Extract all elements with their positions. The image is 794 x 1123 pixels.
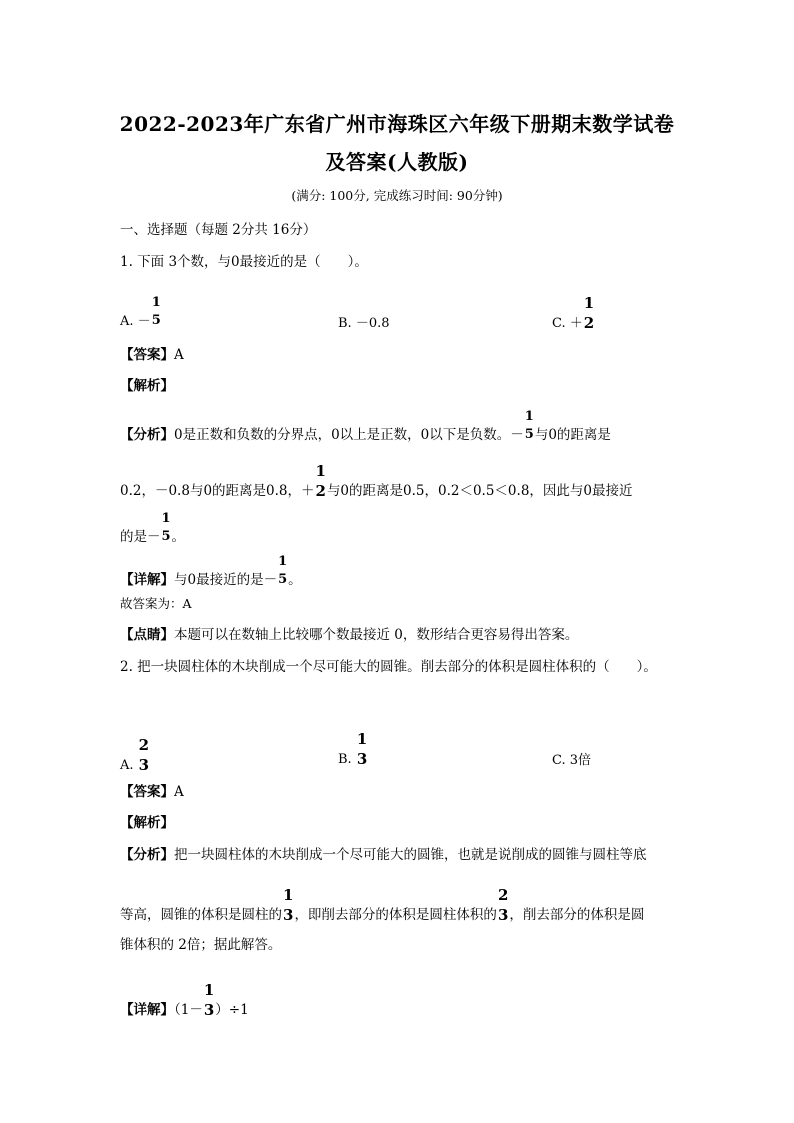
q1-fenxi-line3: 的是－ 1 5 。 <box>120 511 186 545</box>
fraction-one-third: 1 3 <box>356 730 368 768</box>
q2-option-c-label: C. <box>552 753 566 768</box>
q2-answer <box>120 780 184 800</box>
fraction-one-fifth: 1 5 <box>161 511 171 544</box>
detail-tag: 【详解】 <box>120 572 174 588</box>
fraction-one-third: 1 3 <box>283 886 294 924</box>
q2-detail: 【详解】（1－ 1 3 ）÷1 <box>120 981 249 1019</box>
q2-option-c <box>552 749 591 768</box>
answer-value: A <box>174 347 184 363</box>
fraction-one-third: 1 3 <box>203 981 215 1019</box>
q1-detail: 【详解】与0最接近的是－ 1 5 。 <box>120 554 302 588</box>
q1-option-b-label: B. <box>338 316 352 331</box>
q2-option-b <box>338 730 368 777</box>
q1-fenxi-line2: 0.2，－0.8与0的距离是0.8，＋ 1 2 与0的距离是0.5，0.2＜0.5＜0.8，因此与0最接近 <box>120 462 633 500</box>
section-heading: 一、选择题（每题 2分共 16分） <box>120 222 317 238</box>
answer-value: A <box>174 784 184 800</box>
exam-info: (满分: 100分, 完成练习时间: 90分钟) <box>291 188 503 203</box>
q1-option-c <box>552 294 595 341</box>
q2-fenxi-line3: 锥体积的 2倍；据此解答。 <box>120 937 282 953</box>
q1-option-a <box>120 295 162 337</box>
q1-conclusion: 故答案为：A <box>120 596 192 611</box>
question-2: 2. 把一块圆柱体的木块削成一个尽可能大的圆锥。削去部分的体积是圆柱体积的（ ）。 <box>120 659 657 675</box>
answer-tag: 【答案】 <box>120 347 174 363</box>
q2-analysis-tag: 【解析】 <box>120 815 174 831</box>
q1-analysis-tag: 【解析】 <box>120 378 174 394</box>
q1-option-c-label: C. <box>552 316 566 331</box>
q1-option-a-label: A. <box>120 314 134 329</box>
dianjing-tag: 【点睛】 <box>120 627 174 643</box>
q2-option-c-text: 3倍 <box>569 753 592 768</box>
q2-option-b-label: B. <box>338 752 352 767</box>
q1-option-c-sign: ＋ <box>569 316 583 331</box>
answer-tag: 【答案】 <box>120 784 174 800</box>
fraction-two-thirds: 2 3 <box>138 736 150 774</box>
q2-fenxi-line2: 等高，圆锥的体积是圆柱的 1 3 ，即削去部分的体积是圆柱体积的 2 3 ，削去部分的体积是圆 <box>120 886 645 924</box>
q2-option-a <box>120 736 150 783</box>
q2-option-a-label: A. <box>120 758 134 773</box>
q1-dianjing: 【点睛】本题可以在数轴上比较哪个数最接近 0，数形结合更容易得出答案。 <box>120 627 579 643</box>
q1-option-b-text: －0.8 <box>355 316 390 331</box>
fraction-one-fifth: 1 5 <box>151 295 161 328</box>
fraction-one-fifth: 1 5 <box>524 409 534 442</box>
page-title-line1: 2022-2023年广东省广州市海珠区六年级下册期末数学试卷 <box>119 112 675 136</box>
fenxi-tag: 【分析】 <box>120 847 174 863</box>
fenxi-tag: 【分析】 <box>120 427 174 443</box>
question-1: 1. 下面 3个数，与0最接近的是（ ）。 <box>120 254 368 270</box>
fraction-one-fifth: 1 5 <box>278 554 288 587</box>
q1-fenxi-line1: 【分析】0是正数和负数的分界点，0以上是正数，0以下是负数。－ 1 5 与0的距离是 <box>120 409 611 443</box>
q1-option-b <box>338 312 390 331</box>
detail-tag: 【详解】 <box>120 1002 174 1018</box>
fraction-two-thirds: 2 3 <box>497 886 509 924</box>
fraction-one-half: 1 2 <box>583 294 595 332</box>
page-title-line2: 及答案(人教版) <box>325 150 469 174</box>
q1-option-a-sign: － <box>137 314 151 329</box>
q1-answer <box>120 343 184 363</box>
fraction-one-half: 1 2 <box>315 462 326 500</box>
q2-fenxi-line1: 【分析】把一块圆柱体的木块削成一个尽可能大的圆锥，也就是说削成的圆锥与圆柱等底 <box>120 847 647 863</box>
